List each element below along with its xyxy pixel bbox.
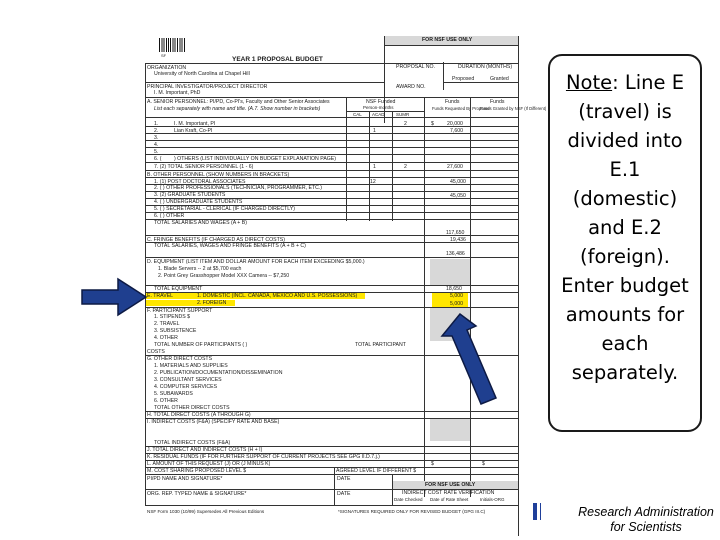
section-k-label: K. RESIDUAL FUNDS (IF FOR FURTHER SUPPORT OF CURRENT PROJECTS SEE GPG II.D.7.j.) (147, 454, 380, 460)
pi-value: I. M. Important, PhD (154, 90, 201, 96)
row-g5: 5. SUBAWARDS (154, 391, 193, 397)
section-g-label: G. OTHER DIRECT COSTS (147, 356, 213, 362)
row-a4-num: 4. (154, 142, 159, 148)
section-m-label: M. COST SHARING PROPOSED LEVEL $ (147, 468, 247, 474)
fringe-value: 19,436 (450, 237, 466, 243)
footer-line-2: for Scientists (610, 520, 682, 534)
row-b1-funds: 45,000 (450, 179, 466, 185)
row-a2-funds: 7,600 (450, 128, 463, 134)
section-e-label: E. TRAVEL (147, 293, 174, 299)
foreign-travel-value: 5,000 (450, 301, 463, 307)
proposed-label: Proposed (452, 76, 475, 82)
section-b-label: B. OTHER PERSONNEL (SHOW NUMBERS IN BRACKETS) (147, 172, 290, 178)
form-code: SF (161, 53, 167, 58)
section-l-dollar-2: $ (482, 461, 485, 467)
section-c-total: 136,486 (446, 251, 465, 257)
row-a1-sumr: 2 (404, 121, 407, 127)
row-a7-sumr: 2 (404, 164, 407, 170)
foreign-travel-label: 2. FOREIGN (197, 300, 227, 306)
section-a-label: A. SENIOR PERSONNEL: PI/PD, Co-PI's, Faculty and Other Senior Associates (147, 99, 330, 105)
funds-label: Funds (445, 99, 460, 105)
row-a3-num: 3. (154, 135, 159, 141)
row-b1-months: 12 (370, 179, 376, 185)
award-no-label: AWARD NO. (396, 84, 426, 90)
row-f1: 1. STIPENDS $ (154, 314, 191, 320)
right-arrow-icon (82, 279, 146, 315)
row-g4: 4. COMPUTER SERVICES (154, 384, 218, 390)
note-text: : Line E (travel) is divided into E.1 (domestic) and E.2 (foreign). Enter budget amounts for each separately. (561, 71, 689, 384)
section-j-label: J. TOTAL DIRECT AND INDIRECT COSTS (H + I) (147, 447, 263, 453)
total-equipment-value: 18,650 (446, 286, 462, 292)
row-a7-cal: 1 (373, 164, 376, 170)
section-m-agreed: AGREED LEVEL IF DIFFERENT $ (336, 468, 417, 474)
row-a1-num: 1. (154, 121, 159, 127)
equipment-item-2: 2. Point Grey Grasshopper Model XXX Camera -- $7,250 (158, 273, 290, 279)
nsf-use-only-label: FOR NSF USE ONLY (422, 37, 473, 43)
row-a2-name: Lian Kraft, Co-PI (174, 128, 213, 134)
section-h-label: H. TOTAL DIRECT COSTS (A THROUGH G) (147, 412, 251, 418)
initials-label: Initials-ORG (480, 497, 505, 502)
section-a-sublabel: List each separately with name and title. (A.7. Show number in brackets) (154, 106, 321, 112)
note-title: Note (565, 71, 613, 94)
row-f-total-participant: TOTAL PARTICIPANT (355, 342, 406, 348)
row-b5-label: 5. ( ) SECRETARIAL - CLERICAL (IF CHARGED DIRECTLY) (154, 206, 295, 212)
row-g-total: TOTAL OTHER DIRECT COSTS (154, 405, 230, 411)
row-a6-num: 6. ( (154, 156, 162, 162)
form-number: NSF Form 1030 (10/99) Supersedes All Previous Editions (147, 509, 265, 514)
row-a7-funds: 27,600 (447, 164, 463, 170)
row-a2-num: 2. (154, 128, 159, 134)
domestic-travel-value: 5,000 (450, 293, 463, 299)
row-a7-label: 7. (2) TOTAL SENIOR PERSONNEL (1 - 6) (154, 164, 254, 170)
row-a1-name: I. M. Important, PI (174, 121, 216, 127)
person-months-label: Person-months (363, 105, 394, 110)
total-equipment-label: TOTAL EQUIPMENT (154, 286, 203, 292)
row-a2-cal: 1 (373, 128, 376, 134)
org-label: ORGANIZATION (147, 65, 187, 71)
total-indirect-label: TOTAL INDIRECT COSTS (F&A) (154, 440, 231, 446)
nsf-funded-label: NSF Funded (366, 99, 396, 105)
row-b2-label: 2. ( ) OTHER PROFESSIONALS (TECHNICIAN, PROGRAMMER, ETC.) (154, 185, 323, 191)
row-a1-funds: 20,000 (447, 121, 463, 127)
equipment-item-1: 1. Blade Servers -- 2 at $5,700 each (158, 266, 242, 272)
row-a1-dollar: $ (431, 121, 434, 127)
footer-line-1: Research Administration (578, 505, 714, 519)
row-f3: 3. SUBSISTENCE (154, 328, 197, 334)
funds-label-2: Funds (490, 99, 505, 105)
note-callout (548, 54, 702, 432)
section-f-label: F. PARTICIPANT SUPPORT (147, 308, 213, 314)
row-g1: 1. MATERIALS AND SUPPLIES (154, 363, 228, 369)
footer-branding (572, 505, 720, 535)
form-title: YEAR 1 PROPOSAL BUDGET (232, 56, 323, 63)
indirect-rate-label: INDIRECT COST RATE VERIFICATION (402, 490, 495, 496)
section-l-label: L. AMOUNT OF THIS REQUEST (J) OR (J MINUS K) (147, 461, 271, 467)
proposal-no-label: PROPOSAL NO. (396, 64, 436, 70)
row-b3-label: 3. (2) GRADUATE STUDENTS (154, 192, 226, 198)
pi-date-label: DATE (337, 476, 351, 482)
row-f-costs: COSTS (147, 349, 165, 355)
row-a6-name: ) OTHERS (LIST INDIVIDUALLY ON BUDGET EXPLANATION PAGE) (174, 156, 336, 162)
row-b1-label: 1. (1) POST DOCTORAL ASSOCIATES (154, 179, 246, 185)
org-date-label: DATE (337, 491, 351, 497)
row-b-total-label: TOTAL SALARIES AND WAGES (A + B) (154, 220, 247, 226)
funds-requested-label: Funds Requested By Proposer (432, 106, 490, 111)
section-c-label: C. FRINGE BENEFITS (IF CHARGED AS DIRECT COSTS) (147, 237, 285, 243)
row-g6: 6. OTHER (154, 398, 178, 404)
section-i-label: I. INDIRECT COSTS (F&A) (SPECIFY RATE AND BASE) (147, 419, 280, 425)
row-g2: 2. PUBLICATION/DOCUMENTATION/DISSEMINATION (154, 370, 283, 376)
footer-nsf-use-only: FOR NSF USE ONLY (425, 482, 476, 488)
row-b-total-funds: 117,650 (446, 230, 465, 236)
footer-accent-gap (537, 503, 540, 520)
cal-label: CAL (353, 112, 362, 117)
row-b3-funds: 45,050 (450, 193, 466, 199)
domestic-travel-label: 1. DOMESTIC (INCL. CANADA, MEXICO AND U.S. POSSESSIONS) (197, 293, 358, 299)
row-f-total: TOTAL NUMBER OF PARTICIPANTS ( ) (154, 342, 248, 348)
signature-note: *SIGNATURES REQUIRED ONLY FOR REVISED BUDGET (GPG III.C) (338, 509, 486, 514)
date-rate-sheet-label: Date of Rate Sheet (430, 497, 469, 502)
org-value: University of North Carolina at Chapel Hill (154, 71, 250, 77)
org-rep-signature-label: ORG. REP. TYPED NAME & SIGNATURE* (147, 491, 247, 497)
row-a5-num: 5. (154, 149, 159, 155)
pi-label: PRINCIPAL INVESTIGATOR/PROJECT DIRECTOR (147, 84, 268, 90)
acad-label: ACAD (372, 112, 385, 117)
row-b6-label: 6. ( ) OTHER (154, 213, 185, 219)
funds-granted-label: Funds Granted by NSF (If Different) (480, 106, 547, 111)
granted-label: Granted (490, 76, 509, 82)
date-checked-label: Date Checked (394, 497, 423, 502)
duration-label: DURATION (MONTHS) (458, 64, 513, 70)
section-l-dollar: $ (431, 461, 434, 467)
pi-signature-label: PI/PD NAME AND SIGNATURE* (147, 476, 223, 482)
row-g3: 3. CONSULTANT SERVICES (154, 377, 222, 383)
row-f2: 2. TRAVEL (154, 321, 180, 327)
up-arrow-icon (442, 314, 496, 404)
section-c-total-label: TOTAL SALARIES, WAGES AND FRINGE BENEFITS (A + B + C) (154, 243, 306, 249)
row-b4-label: 4. ( ) UNDERGRADUATE STUDENTS (154, 199, 243, 205)
sumr-label: SUMR (396, 112, 410, 117)
row-f4: 4. OTHER (154, 335, 178, 341)
section-d-label: D. EQUIPMENT (LIST ITEM AND DOLLAR AMOUNT FOR EACH ITEM EXCEEDING $5,000.) (147, 259, 365, 265)
